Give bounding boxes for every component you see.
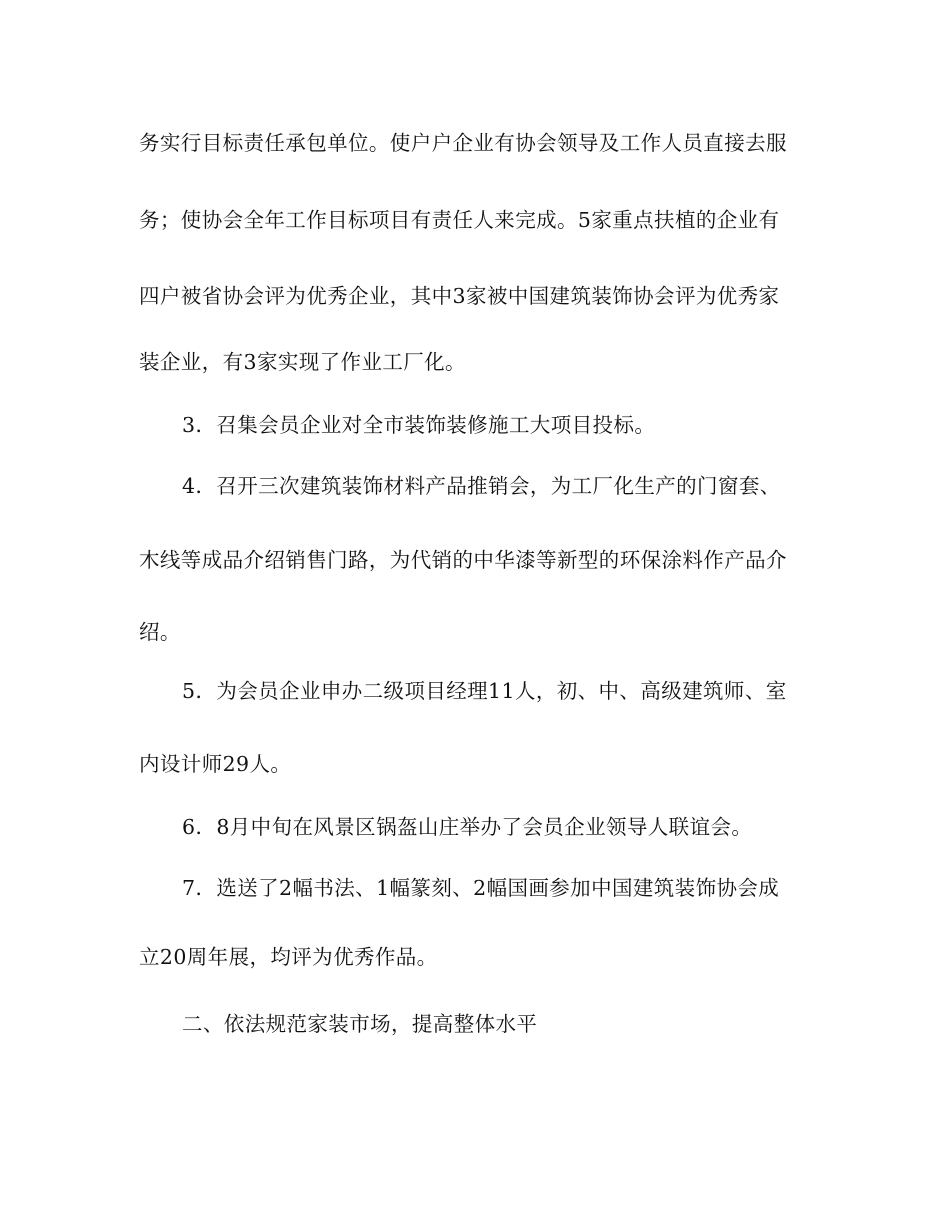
paragraph-line: 务实行目标责任承包单位。使户户企业有协会领导及工作人员直接去服 <box>139 131 787 155</box>
paragraph-line: 务；使协会全年工作目标项目有责任人来完成。5家重点扶植的企业有 <box>139 208 780 232</box>
section-heading: 二、依法规范家装市场，提高整体水平 <box>182 1012 538 1036</box>
paragraph-line: 内设计师29人。 <box>139 752 292 776</box>
paragraph-line: 木线等成品介绍销售门路，为代销的中华漆等新型的环保涂料作产品介 <box>139 548 787 572</box>
paragraph-line: 四户被省协会评为优秀企业，其中3家被中国建筑装饰协会评为优秀家 <box>139 284 780 308</box>
list-item-6: 6．8月中旬在风景区锅盔山庄举办了会员企业领导人联谊会。 <box>182 815 753 839</box>
list-item-7: 7．选送了2幅书法、1幅篆刻、2幅国画参加中国建筑装饰协会成 <box>182 876 780 900</box>
paragraph-line: 绍。 <box>139 620 181 644</box>
paragraph-line: 装企业，有3家实现了作业工厂化。 <box>139 350 466 374</box>
list-item-4: 4．召开三次建筑装饰材料产品推销会，为工厂化生产的门窗套、 <box>182 474 781 498</box>
list-item-3: 3．召集会员企业对全市装饰装修施工大项目投标。 <box>182 413 656 437</box>
paragraph-line: 立20周年展，均评为优秀作品。 <box>139 945 438 969</box>
list-item-5: 5．为会员企业申办二级项目经理11人，初、中、高级建筑师、室 <box>182 679 787 703</box>
